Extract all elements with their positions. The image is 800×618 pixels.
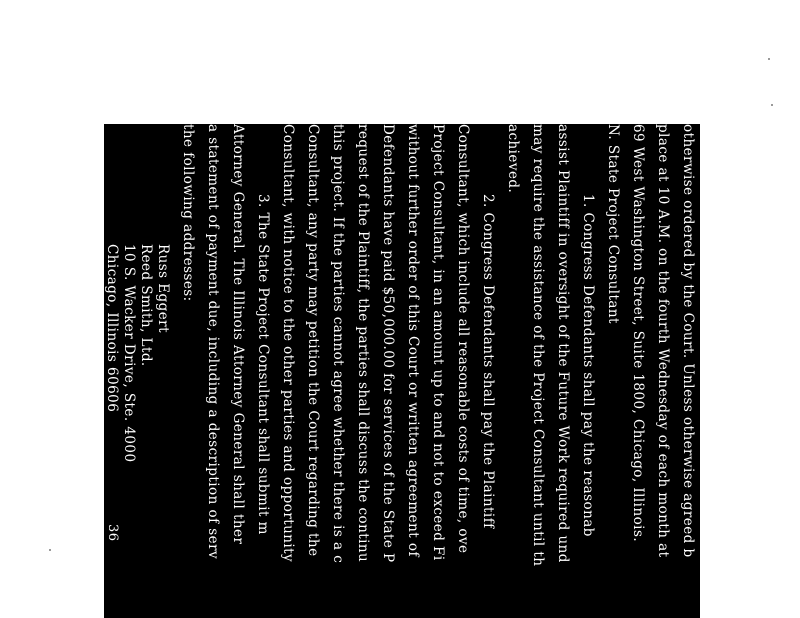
text-line: Attorney General. The Illinois Attorney General shall ther [230,124,246,545]
scanned-page [104,124,700,618]
scan-speck [768,58,770,60]
text-line: 1. Congress Defendants shall pay the reasonab [580,194,596,537]
address-line: Reed Smith, Ltd. [138,244,154,367]
scan-speck [49,549,51,551]
text-line: request of the Plaintiff, the parties shall discuss the continu [355,124,371,563]
text-line: assist Plaintiff in oversight of the Future Work required und [555,124,571,563]
text-line: Consultant, which include all reasonable costs of time, ove [455,124,471,554]
text-line: without further order of this Court or written agreement of [405,124,421,557]
scan-speck [771,104,773,106]
text-line: a statement of payment due, including a description of serv [205,124,221,560]
section-heading: N. State Project Consultant [605,124,621,324]
text-line: 2. Congress Defendants shall pay the Plaintiff [480,194,496,529]
text-line: achieved. [505,124,521,194]
address-line: 10 S. Wacker Drive, Ste. 4000 [121,244,137,463]
text-line: Project Consultant, in an amount up to and not to exceed Fi [430,124,446,561]
text-line: 69 West Washington Street, Suite 1800, Chicago, Illinois. [630,124,646,543]
address-line: Chicago, Illinois 60606 [104,244,120,413]
text-line: this project. If the parties cannot agree whether there is a c [330,124,346,564]
address-line: Russ Eggert [155,244,171,333]
text-line: Defendants have paid $50,000.00 for services of the State P [380,124,396,563]
text-line: may require the assistance of the Project Consultant until th [530,124,546,567]
text-line: otherwise ordered by the Court. Unless otherwise agreed b [680,124,696,558]
page-number: 36 [105,524,120,542]
text-line: the following addresses: [180,124,196,302]
text-line: Consultant, any party may petition the Court regarding the [305,124,321,557]
text-line: Consultant, with notice to the other parties and opportunity [280,124,296,563]
rotated-page-content [104,124,700,618]
text-line: place at 10 A.M. on the fourth Wednesday of each month at [655,124,671,558]
text-line: 3. The State Project Consultant shall submit m [255,194,271,535]
